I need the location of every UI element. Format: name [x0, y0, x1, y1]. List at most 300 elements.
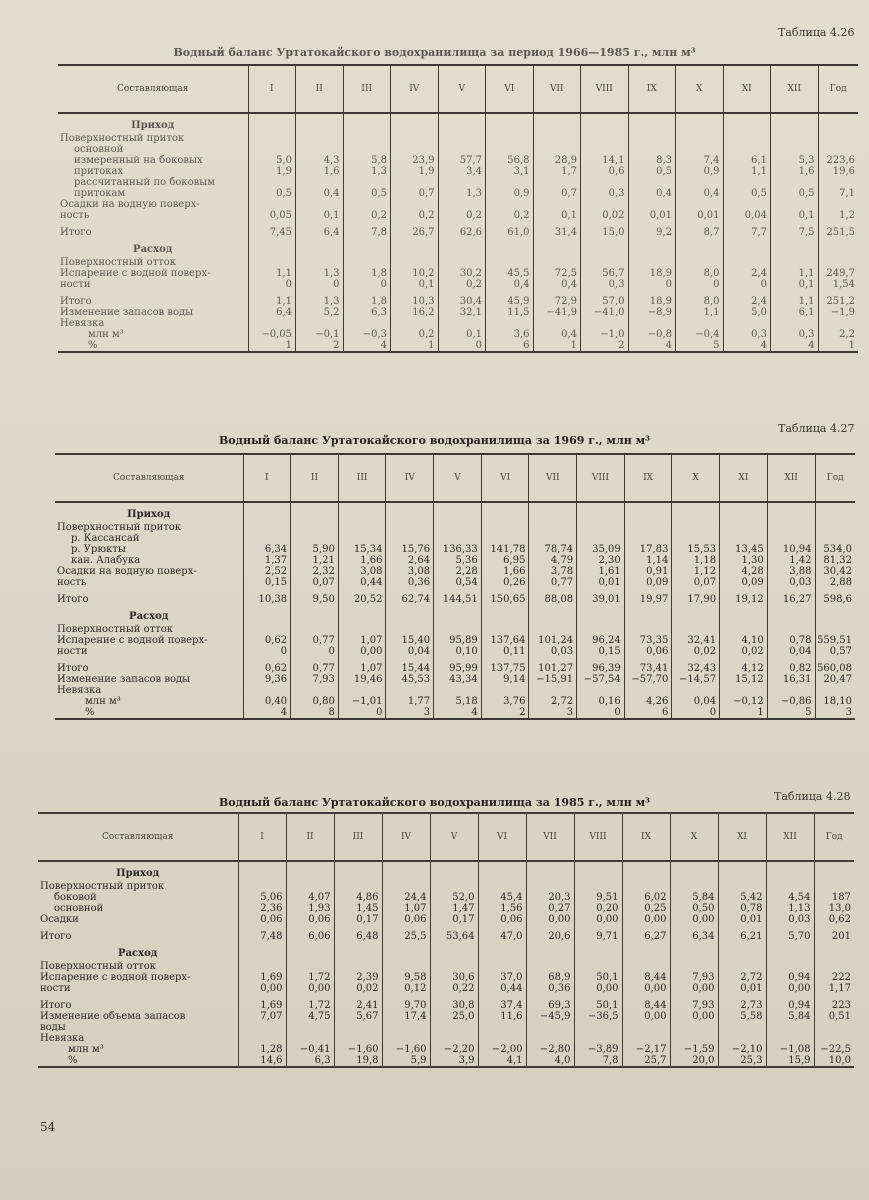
value: 0,50	[692, 903, 715, 914]
value: 0,91	[646, 566, 669, 577]
value: −2,80	[539, 1044, 571, 1055]
value: 8,0	[703, 268, 720, 279]
column-header-month: Год	[815, 454, 855, 502]
value: 4	[808, 340, 815, 351]
table-row	[55, 522, 855, 588]
value: 1,56	[500, 903, 523, 914]
table-label: Таблица 4.28	[774, 790, 851, 803]
value: 0,04	[693, 696, 717, 707]
table-row	[58, 177, 858, 199]
empty-cell	[622, 942, 670, 961]
value: 0,57	[829, 646, 852, 657]
table-label: Таблица 4.27	[778, 422, 855, 435]
row-label	[55, 657, 243, 674]
value-cell	[581, 133, 629, 177]
value	[724, 318, 768, 329]
spacer	[386, 624, 430, 635]
value-cell	[676, 257, 724, 290]
section-row	[38, 861, 854, 881]
value: 16,31	[782, 674, 812, 685]
value-cell	[481, 522, 529, 588]
row-label	[58, 221, 248, 238]
spacer	[629, 199, 673, 210]
value: 0,06	[646, 646, 669, 657]
value: 9,36	[264, 674, 288, 685]
value	[486, 318, 530, 329]
row-label-line: Невязка	[60, 318, 105, 329]
value: 14,1	[602, 155, 625, 166]
value-cell	[391, 177, 439, 199]
value: 101,24	[538, 635, 574, 646]
value: 0,5	[371, 188, 387, 199]
value: 32,1	[459, 307, 482, 318]
value: 0,6	[608, 166, 625, 177]
spacer	[344, 133, 388, 144]
value: 30,4	[459, 296, 482, 307]
table-row	[38, 994, 854, 1011]
value-cell	[670, 925, 718, 942]
spacer	[676, 199, 720, 210]
value: 1,07	[360, 635, 383, 646]
spacer	[625, 624, 669, 635]
column-header-month: V	[438, 65, 486, 113]
spacer	[581, 177, 625, 188]
value: 30,2	[459, 268, 482, 279]
value	[239, 1033, 283, 1044]
empty-cell	[767, 605, 815, 624]
spacer	[767, 961, 811, 972]
section-heading: Приход	[131, 120, 175, 131]
value	[672, 685, 716, 696]
value-cell	[814, 881, 854, 925]
value-cell	[434, 522, 482, 588]
column-header-month: III	[334, 813, 382, 861]
row-label	[55, 522, 243, 588]
value-cell	[526, 1011, 574, 1067]
value-cell	[486, 257, 534, 290]
row-label-line: ности	[57, 646, 88, 657]
empty-cell	[815, 605, 855, 624]
value: 0,77	[312, 635, 335, 646]
value-cell	[766, 1011, 814, 1067]
value: 0,1	[798, 210, 815, 221]
column-header-month: IX	[624, 454, 672, 502]
empty-cell	[430, 942, 478, 961]
row-label-line: Поверхностный отток	[60, 257, 176, 268]
value-cell	[343, 133, 391, 177]
table-title: Водный баланс Уртатокайского водохранилища за 1969 г., млн м³	[218, 434, 650, 447]
value: 68,9	[548, 972, 571, 983]
row-label	[58, 257, 248, 290]
value: 13,45	[735, 544, 764, 555]
value	[575, 1033, 619, 1044]
spacer	[577, 522, 621, 533]
value-cell	[624, 588, 672, 605]
value: 0,27	[548, 903, 571, 914]
value-cell	[718, 961, 766, 994]
spacer	[771, 144, 815, 155]
value: 9,58	[404, 972, 427, 983]
value: 6,3	[371, 307, 387, 318]
spacer	[581, 144, 625, 155]
value	[767, 1022, 811, 1033]
value: 1,07	[404, 903, 427, 914]
value-cell	[624, 522, 672, 588]
value: 3,08	[360, 566, 383, 577]
spacer	[534, 257, 578, 268]
column-header-month: I	[243, 454, 291, 502]
value: −0,86	[780, 696, 812, 707]
value: 30,42	[823, 566, 852, 577]
value-cell	[766, 961, 814, 994]
value: 10,94	[782, 544, 812, 555]
row-label-line: Осадки на водную поверх-	[60, 199, 200, 210]
empty-cell	[577, 605, 625, 624]
column-header-month: VII	[529, 454, 577, 502]
value-cell	[767, 522, 815, 588]
value: 2,73	[740, 1000, 763, 1011]
row-label-line: Итого	[57, 594, 89, 605]
value: 1,8	[371, 296, 387, 307]
value: 1,14	[646, 555, 669, 566]
value: 1	[570, 340, 577, 351]
value: 0,5	[751, 188, 767, 199]
value: 1,1	[798, 296, 815, 307]
value: 249,7	[826, 268, 855, 279]
value-cell	[296, 177, 344, 199]
value: 1,17	[828, 983, 851, 994]
value: 0,00	[596, 983, 619, 994]
value: −57,70	[631, 674, 669, 685]
empty-cell	[338, 605, 386, 624]
row-label-line: кан. Алабука	[71, 555, 141, 566]
value: 16,2	[412, 307, 435, 318]
empty-cell	[391, 238, 439, 257]
empty-cell	[574, 942, 622, 961]
empty-cell	[238, 861, 286, 881]
row-label-line: Испарение с водной поверх-	[60, 268, 211, 279]
value: 73,41	[639, 663, 669, 674]
value-cell	[624, 624, 672, 657]
value: 6,21	[740, 931, 763, 942]
table-row	[58, 257, 858, 290]
value: 0,4	[561, 329, 577, 340]
value: 2	[618, 340, 625, 351]
value-cell	[529, 657, 577, 674]
value-cell	[720, 624, 768, 657]
value: 8,3	[656, 155, 672, 166]
row-label-line: Невязка	[40, 1033, 85, 1044]
row-label	[38, 925, 238, 942]
empty-cell	[624, 605, 672, 624]
value-cell	[720, 674, 768, 719]
value-cell	[391, 307, 439, 352]
row-label-line: Поверхностный отток	[57, 624, 173, 635]
value-cell	[766, 994, 814, 1011]
empty-cell	[771, 238, 819, 257]
value: 2,72	[550, 696, 574, 707]
value	[335, 1022, 379, 1033]
value: 1	[285, 340, 292, 351]
table-label: Таблица 4.26	[778, 26, 855, 39]
value	[623, 881, 667, 892]
value-cell	[338, 657, 386, 674]
value-cell	[529, 624, 577, 657]
value-cell	[248, 133, 296, 177]
value	[431, 1033, 475, 1044]
value: 73,35	[639, 635, 669, 646]
value-cell	[248, 307, 296, 352]
column-header-month: IV	[382, 813, 430, 861]
value: 1,2	[839, 210, 855, 221]
value: 95,89	[449, 635, 478, 646]
value: 23,9	[412, 155, 435, 166]
value	[815, 881, 852, 892]
row-label-line: р. Урюкты	[71, 544, 126, 555]
value-cell	[533, 257, 581, 290]
value: 1,6	[798, 166, 815, 177]
value-cell	[343, 177, 391, 199]
empty-cell	[718, 861, 766, 881]
value-cell	[391, 221, 439, 238]
value: 0,01	[697, 210, 720, 221]
value: 18,10	[823, 696, 852, 707]
value: 19,8	[356, 1055, 379, 1066]
value: 0,00	[644, 914, 667, 925]
value: 7,93	[312, 674, 335, 685]
value-cell	[574, 994, 622, 1011]
row-label-line: млн м³	[85, 696, 121, 707]
value: 43,34	[449, 674, 478, 685]
row-label-line: основной	[54, 903, 104, 914]
value	[287, 881, 331, 892]
spacer	[719, 961, 763, 972]
value-cell	[391, 290, 439, 307]
column-header-month: Год	[818, 65, 858, 113]
spacer	[527, 961, 571, 972]
value: 37,4	[500, 1000, 523, 1011]
value-cell	[286, 1011, 334, 1067]
empty-cell	[766, 861, 814, 881]
value: 1,45	[356, 903, 379, 914]
value: 14,6	[260, 1055, 283, 1066]
empty-cell	[478, 861, 526, 881]
value: 0,2	[371, 210, 387, 221]
value: 0	[665, 279, 672, 290]
value-cell	[577, 674, 625, 719]
section-heading: Расход	[118, 948, 158, 959]
value	[768, 533, 812, 544]
value: 0,16	[598, 696, 621, 707]
value: 560,08	[817, 663, 852, 674]
value: 1,28	[260, 1044, 283, 1055]
value	[529, 533, 573, 544]
value: 6,34	[264, 544, 288, 555]
value-cell	[430, 925, 478, 942]
value: 1,66	[503, 566, 526, 577]
value-cell	[334, 1011, 382, 1067]
value: 6	[523, 340, 530, 351]
value: 0,00	[692, 983, 715, 994]
value: 25,0	[452, 1011, 475, 1022]
value: 47,0	[500, 931, 523, 942]
value: 18,9	[649, 268, 672, 279]
value: 3,4	[466, 166, 482, 177]
table-row	[58, 133, 858, 177]
value: 0,77	[312, 663, 335, 674]
value: 10,3	[412, 296, 435, 307]
spacer	[249, 257, 293, 268]
row-label-line: Осадки	[40, 914, 79, 925]
value: −0,12	[733, 696, 764, 707]
value-cell	[628, 307, 676, 352]
value: 3,6	[513, 329, 530, 340]
spacer	[391, 133, 435, 144]
empty-cell	[243, 605, 291, 624]
value-cell	[672, 522, 720, 588]
value: 5,8	[371, 155, 387, 166]
value-cell	[243, 588, 291, 605]
value: 0,62	[264, 663, 288, 674]
value-cell	[291, 588, 339, 605]
value: 4	[380, 340, 387, 351]
value: 20,0	[692, 1055, 715, 1066]
value-cell	[343, 257, 391, 290]
value-cell	[533, 177, 581, 199]
value	[287, 1033, 331, 1044]
value	[339, 533, 383, 544]
value-cell	[818, 221, 858, 238]
empty-cell	[670, 942, 718, 961]
value: 5	[805, 707, 812, 718]
value	[386, 685, 430, 696]
value-cell	[533, 290, 581, 307]
value: −15,91	[536, 674, 574, 685]
page-number: 54	[40, 1120, 56, 1134]
value: 0	[475, 340, 482, 351]
section-row	[38, 942, 854, 961]
value: 0,4	[656, 188, 672, 199]
value-cell	[771, 133, 819, 177]
empty-cell	[628, 113, 676, 133]
spacer	[771, 199, 815, 210]
empty-cell	[430, 861, 478, 881]
spacer	[249, 133, 293, 144]
value: 0	[380, 279, 387, 290]
value: 0,44	[500, 983, 523, 994]
value: 3	[566, 707, 574, 718]
spacer	[724, 133, 768, 144]
empty-cell	[720, 502, 768, 522]
value-cell	[238, 1011, 286, 1067]
value-cell	[526, 925, 574, 942]
empty-cell	[672, 605, 720, 624]
value-cell	[296, 133, 344, 177]
value	[244, 533, 288, 544]
value: 26,7	[412, 227, 435, 238]
row-label-line: Итого	[40, 1000, 72, 1011]
value: 1,12	[693, 566, 717, 577]
value: 3,9	[458, 1055, 475, 1066]
value-cell	[296, 257, 344, 290]
value: 1,77	[407, 696, 431, 707]
spacer	[819, 133, 856, 144]
value-cell	[624, 657, 672, 674]
value-cell	[818, 307, 858, 352]
value-cell	[238, 994, 286, 1011]
table-row	[55, 588, 855, 605]
spacer	[344, 199, 388, 210]
value: 0,17	[452, 914, 475, 925]
value: 57,0	[602, 296, 625, 307]
spacer	[819, 257, 856, 268]
value: 0,1	[561, 210, 577, 221]
value: 62,6	[459, 227, 482, 238]
value: 81,32	[823, 555, 852, 566]
spacer	[671, 961, 715, 972]
value: 7,07	[260, 1011, 283, 1022]
value-cell	[676, 290, 724, 307]
spacer	[768, 522, 812, 533]
value: 31,4	[554, 227, 577, 238]
value: 8	[328, 707, 335, 718]
value: 0,00	[788, 983, 811, 994]
value-cell	[386, 657, 434, 674]
value: 0,2	[466, 279, 482, 290]
value: −0,8	[647, 329, 672, 340]
spacer	[296, 177, 340, 188]
empty-cell	[766, 942, 814, 961]
value	[629, 318, 673, 329]
value	[482, 685, 526, 696]
value	[339, 685, 383, 696]
value: 6,3	[314, 1055, 331, 1066]
spacer	[439, 133, 483, 144]
value: 3,88	[789, 566, 812, 577]
value	[720, 533, 764, 544]
value: 0,06	[404, 914, 427, 925]
value: 0,01	[740, 914, 763, 925]
value-cell	[243, 657, 291, 674]
value-cell	[670, 961, 718, 994]
value: 24,4	[404, 892, 427, 903]
value: 223	[831, 1000, 851, 1011]
value: 5,90	[312, 544, 335, 555]
value	[719, 881, 763, 892]
value-cell	[533, 221, 581, 238]
value: −36,5	[587, 1011, 619, 1022]
value: −45,9	[539, 1011, 571, 1022]
value-cell	[814, 961, 854, 994]
value: 4,75	[308, 1011, 331, 1022]
value-cell	[296, 199, 344, 221]
value: 201	[831, 931, 851, 942]
spacer	[344, 177, 388, 188]
value: 141,78	[490, 544, 526, 555]
value: −0,3	[362, 329, 387, 340]
column-header-month: X	[670, 813, 718, 861]
column-header-month: II	[291, 454, 339, 502]
empty-cell	[771, 113, 819, 133]
value: 0,02	[693, 646, 717, 657]
value: 0,25	[644, 903, 667, 914]
value: 0,1	[798, 279, 815, 290]
value: 4,26	[646, 696, 669, 707]
value-cell	[386, 674, 434, 719]
row-label-line: Итого	[60, 227, 92, 238]
column-header-month: XII	[767, 454, 815, 502]
column-header-month: VIII	[577, 454, 625, 502]
